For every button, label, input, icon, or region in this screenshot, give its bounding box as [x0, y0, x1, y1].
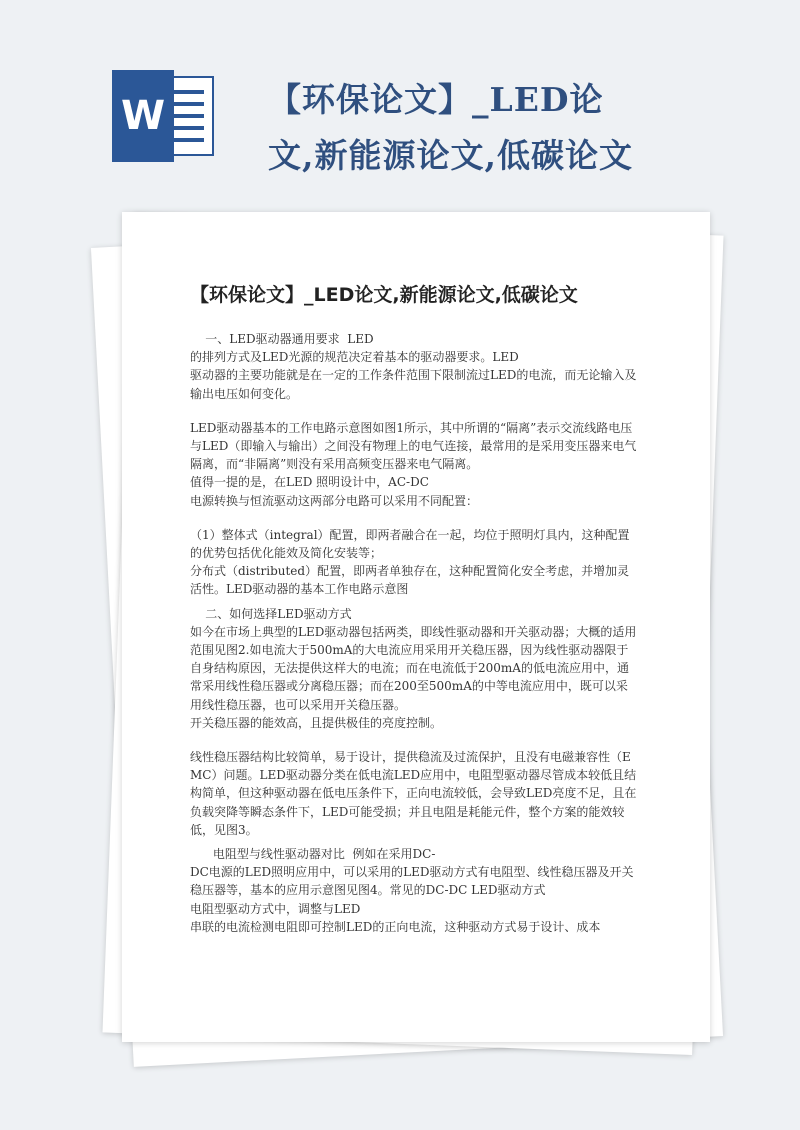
paragraph: 一、LED驱动器通用要求 LED 的排列方式及LED光源的规范决定着基本的驱动器要求。LED 驱动器的主要功能就是在一定的工作条件范围下限制流过LED的电流，而无论输入及输出电压如何变化。	[190, 332, 637, 401]
document-title: 【环保论文】_LED论文,新能源论文,低碳论文	[190, 284, 578, 306]
paragraph: 线性稳压器结构比较简单，易于设计，提供稳流及过流保护，且没有电磁兼容性（EMC）问题。LED驱动器分类在低电流LED应用中，电阻型驱动器尽管成本较低且结构简单，但这种驱动器在低电压条件下，正向电流较低，会导致LED亮度不足，且在负载突降等瞬态条件下，LED可能受损；并且电阻是耗能元件，整个方案的能效较低，见图3。	[190, 750, 637, 837]
banner-title: 【环保论文】_LED论文,新能源论文,低碳论文	[268, 80, 633, 175]
paragraph: （1）整体式（integral）配置，即两者融合在一起，均位于照明灯具内，这种配置的优势包括优化能效及简化安装等； 分布式（distributed）配置，即两者单独存在，这种配置简化安全考虑，并增加灵活性。LED驱动器的基本工作电路示意图	[190, 527, 630, 597]
paragraph: 二、如何选择LED驱动方式 如今在市场上典型的LED驱动器包括两类，即线性驱动器和开关驱动器；大概的适用范围见图2.如电流大于500mA的大电流应用采用开关稳压器，因为线性驱动器限于自身结构原因，无法提供这样大的电流；而在电流低于200mA的低电流应用中，通常采用线性稳压器或分离稳压器；而在200至500mA的中等电流应用中，既可以采用线性稳压器，也可以采用开关稳压器。 开关稳压器的能效高，且提供极佳的亮度控制。	[190, 606, 637, 730]
paragraph: LED驱动器基本的工作电路示意图如图1所示，其中所谓的“隔离”表示交流线路电压与LED（即输入与输出）之间没有物理上的电气连接，最常用的是采用变压器来电气隔离，而“非隔离”则没有采用高频变压器来电气隔离。 值得一提的是，在LED 照明设计中，AC-DC 电源转换与恒流驱动这两部分电路可以采用不同配置：	[190, 420, 637, 508]
paragraph: 电阻型与线性驱动器对比 例如在采用DC- DC电源的LED照明应用中，可以采用的LED驱动方式有电阻型、线性稳压器及开关稳压器等，基本的应用示意图见图4。常见的DC-DC LED驱动方式 电阻型驱动方式中，调整与LED 串联的电流检测电阻即可控制LED的正向电流，这种驱动方式易于设计、成本	[190, 847, 634, 934]
document-body	[190, 330, 638, 936]
banner	[0, 0, 800, 215]
word-document-icon	[112, 70, 216, 162]
word-logo-letter: W	[112, 70, 174, 162]
